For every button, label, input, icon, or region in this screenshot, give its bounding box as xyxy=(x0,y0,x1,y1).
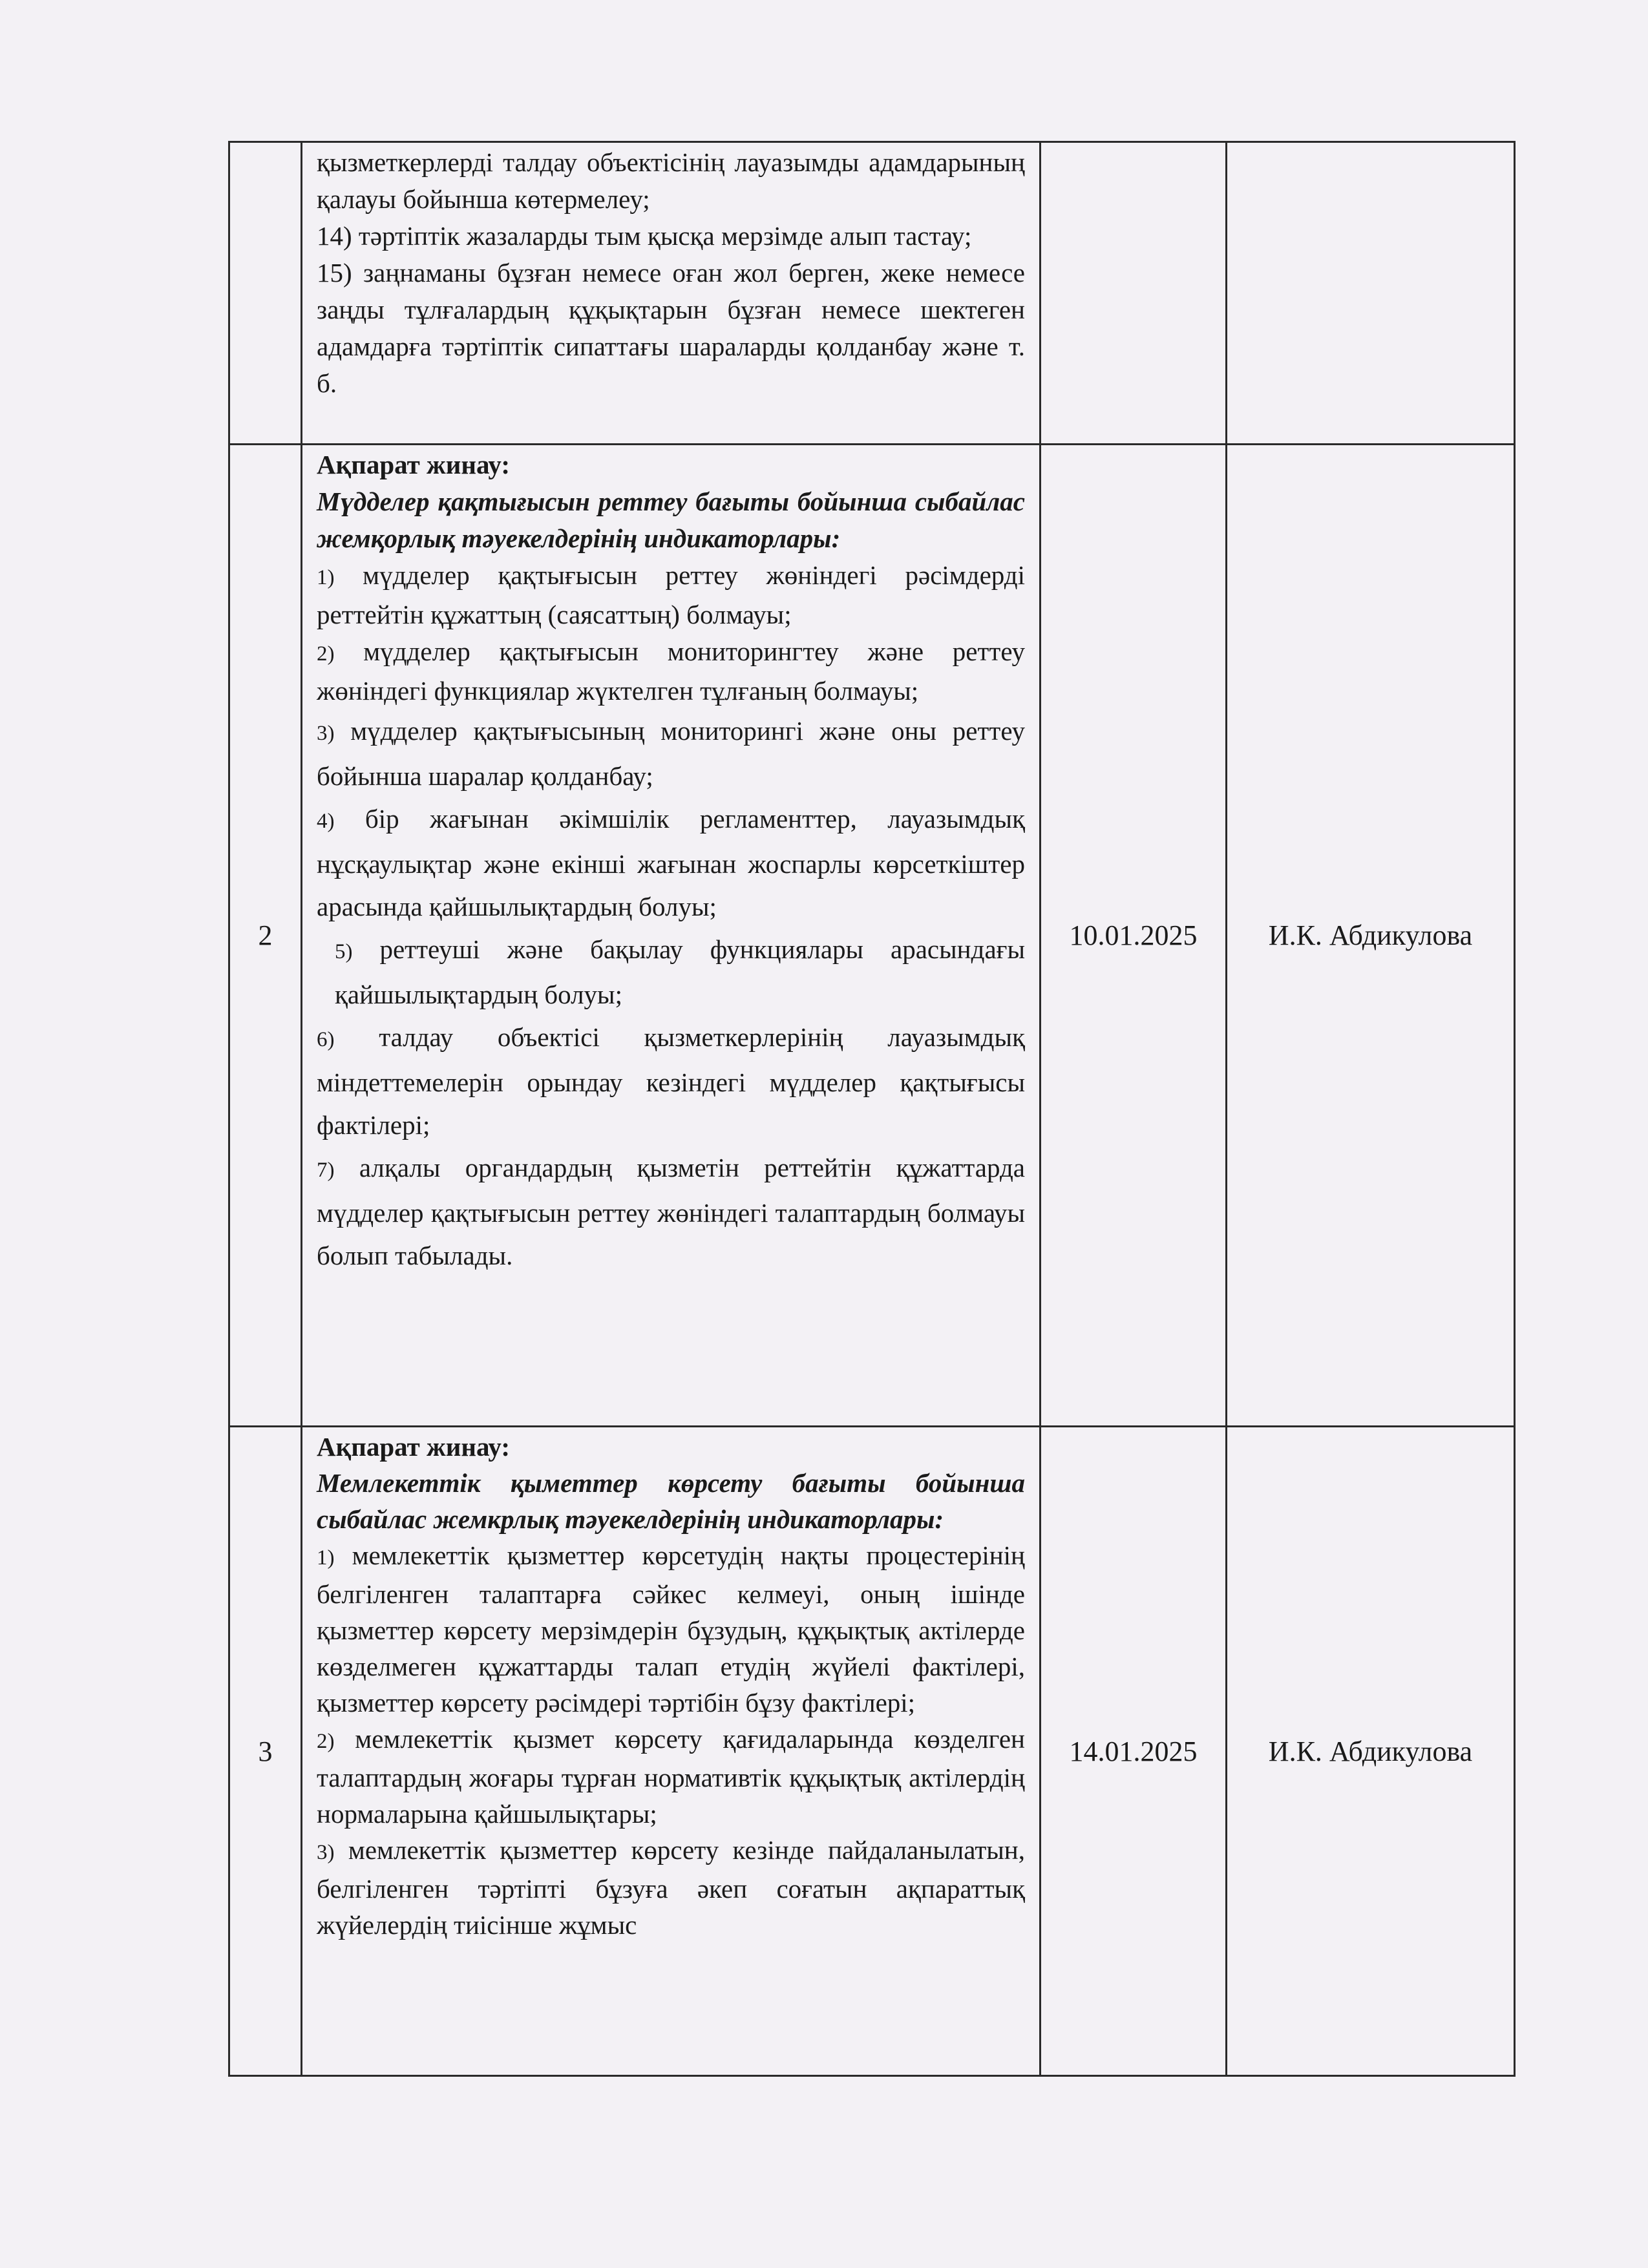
section-subheading: Мүдделер қақтығысын реттеу бағыты бойынша сыбайлас жемқорлық тәуекелдерінің индикаторлары: xyxy=(317,487,1025,553)
list-item xyxy=(317,1146,1025,1277)
item-number: 2) xyxy=(317,642,335,666)
list-item xyxy=(317,928,1025,1016)
list-item xyxy=(317,557,1025,633)
item-text: мүдделер қақтығысын мониторингтеу және реттеу жөніндегі функциялар жүктелген тұлғаның болмауы; xyxy=(317,636,1026,706)
list-item: 14) тәртіптік жазаларды тым қысқа мерзімде алып тастау; xyxy=(317,221,972,251)
item-number: 2) xyxy=(317,1730,335,1753)
item-text: мемлекеттік қызметтер көрсетудің нақты процестерінің белгіленген талаптарға сәйкес келмеуі, оның ішінде қызметтер көрсету мерзімдерін бұзудың, құқықтық актілерде көзделмеген құжаттарды талап етудің жүйелі фактілері, қызметтер көрсету рәсімдері тәртібін бұзу фактілері; xyxy=(317,1540,1026,1717)
description-cell xyxy=(302,445,1041,1427)
item-number: 7) xyxy=(317,1159,335,1182)
plan-table xyxy=(228,141,1516,2077)
description-cell xyxy=(302,142,1041,445)
item-text: мүдделер қақтығысының мониторингі және оны реттеу бойынша шаралар қолданбау; xyxy=(317,716,1026,791)
responsible-cell: И.К. Абдикулова xyxy=(1227,445,1515,1427)
row-number-cell: 2 xyxy=(229,445,302,1427)
responsible-cell: И.К. Абдикулова xyxy=(1227,1427,1515,2076)
item-text: мемлекеттік қызмет көрсету қағидаларында көзделген талаптардың жоғары тұрған нормативтік құқықтық актілердің нормаларына қайшылықтары; xyxy=(317,1724,1025,1829)
row-number-cell xyxy=(229,142,302,445)
list-item xyxy=(317,797,1025,928)
date-cell xyxy=(1041,142,1227,445)
date-cell: 14.01.2025 xyxy=(1041,1427,1227,2076)
item-text: алқалы органдардың қызметін реттейтін құжаттарда мүдделер қақтығысын реттеу жөніндегі талаптардың болмауы болып табылады. xyxy=(317,1153,1026,1270)
item-text: бір жағынан әкімшілік регламенттер, лауазымдық нұсқаулықтар және екінші жағынан жоспарлы көрсеткіштер арасында қайшылықтардың болуы; xyxy=(317,804,1025,921)
continuation-text: қызметкерлерді талдау объектісінің лауазымды адамдарының қалауы бойынша көтермелеу; xyxy=(317,147,1025,214)
item-number: 1) xyxy=(317,1546,335,1570)
section-subheading: Мемлекеттік қыметтер көрсету бағыты бойынша сыбайлас жемкрлық тәуекелдерінің индикаторлары: xyxy=(317,1468,1025,1534)
section-heading: Ақпарат жинау: xyxy=(317,450,510,479)
item-text: мүдделер қақтығысын реттеу жөніндегі рәсімдерді реттейтін құжаттың (саясаттың) болмауы; xyxy=(317,560,1025,629)
list-item xyxy=(317,1721,1025,1832)
item-number: 4) xyxy=(317,810,335,833)
list-item xyxy=(317,709,1025,797)
table-row xyxy=(229,445,1515,1427)
table-row xyxy=(229,1427,1515,2076)
list-item xyxy=(317,1537,1025,1721)
date-cell: 10.01.2025 xyxy=(1041,445,1227,1427)
item-text: реттеуші және бақылау функциялары арасындағы қайшылықтардың болуы; xyxy=(335,934,1026,1009)
table-row xyxy=(229,142,1515,445)
item-text: талдау объектісі қызметкерлерінің лауазымдық міндеттемелерін орындау кезіндегі мүдделер қақтығысы фактілері; xyxy=(317,1022,1025,1140)
item-number: 5) xyxy=(335,940,353,963)
section-heading: Ақпарат жинау: xyxy=(317,1432,510,1462)
list-item xyxy=(317,1016,1025,1146)
responsible-cell xyxy=(1227,142,1515,445)
list-item xyxy=(317,633,1025,709)
item-number: 3) xyxy=(317,722,335,745)
item-number: 1) xyxy=(317,566,335,589)
item-text: мемлекеттік қызметтер көрсету кезінде пайдаланылатын, белгіленген тәртіпті бұзуға әкеп соғатын ақпараттық жүйелердің тиісінше жұмыс xyxy=(317,1835,1025,1940)
row-number-cell: 3 xyxy=(229,1427,302,2076)
list-item: 15) заңнаманы бұзған немесе оған жол берген, жеке немесе заңды тұлғалардың құқықтарын бұзған немесе шектеген адамдарға тәртіптік сипаттағы шараларды қолданбау және т. б. xyxy=(317,258,1025,398)
description-cell xyxy=(302,1427,1041,2076)
list-item xyxy=(317,1832,1025,1943)
item-number: 6) xyxy=(317,1028,335,1051)
item-number: 3) xyxy=(317,1841,335,1864)
